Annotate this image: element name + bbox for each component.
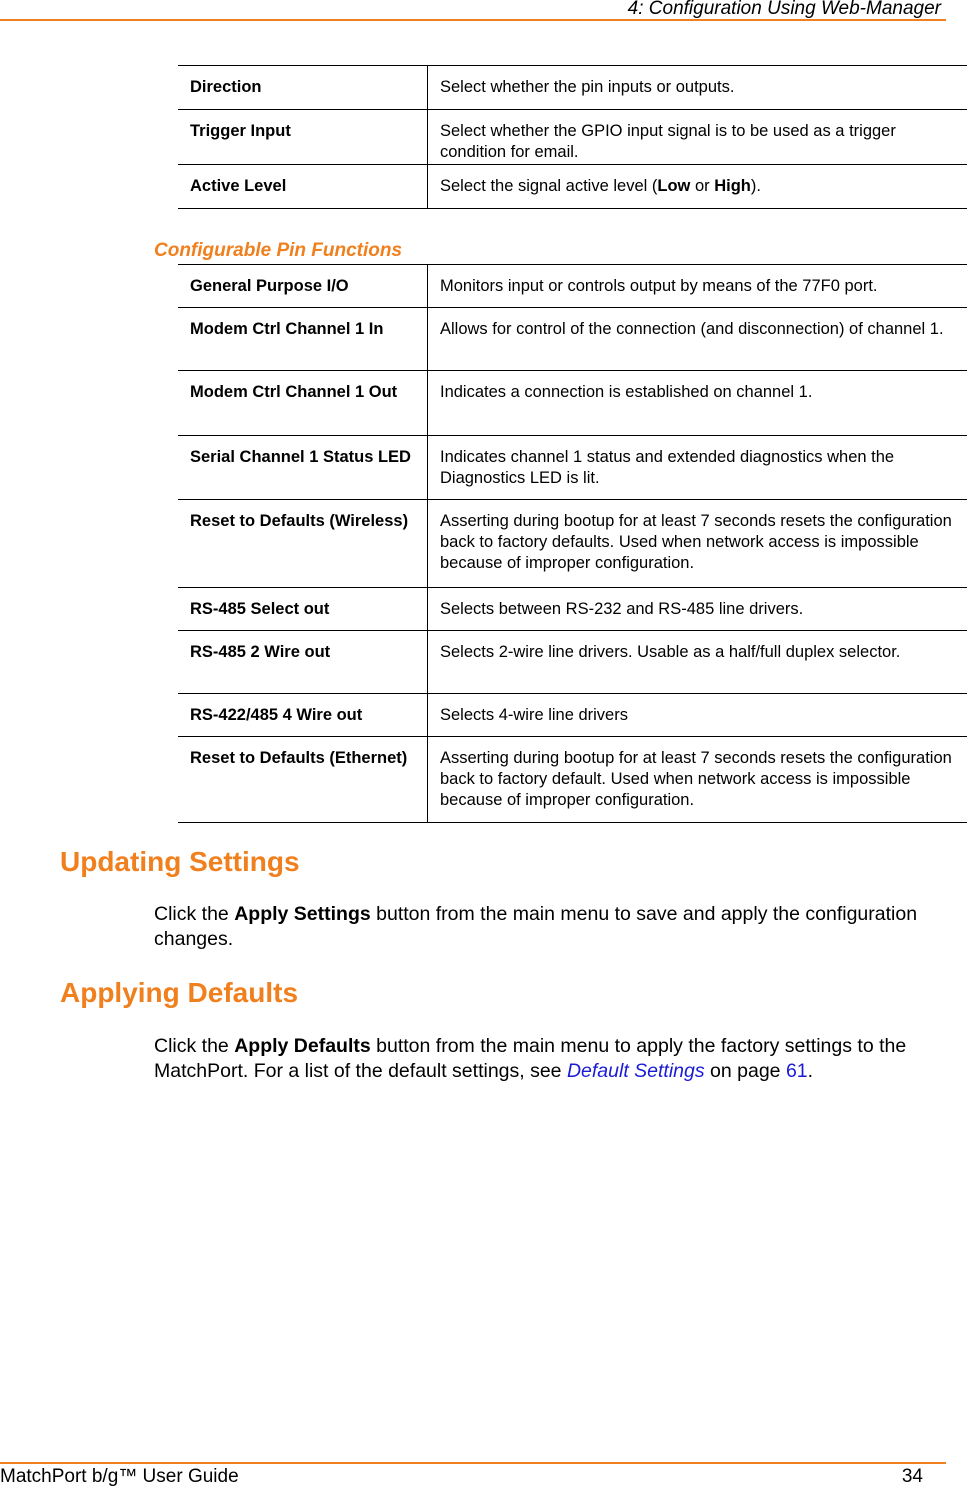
function-desc: Indicates a connection is established on channel 1. — [428, 371, 967, 436]
function-label: General Purpose I/O — [178, 265, 428, 308]
function-desc: Selects 2-wire line drivers. Usable as a half/full duplex selector. — [428, 631, 967, 694]
footer-rule — [0, 1462, 946, 1464]
function-label: Modem Ctrl Channel 1 Out — [178, 371, 428, 436]
table-row — [178, 588, 967, 631]
table-row — [178, 500, 967, 588]
param-desc: Select whether the GPIO input signal is to be used as a trigger condition for email. — [428, 110, 967, 165]
table-row — [178, 631, 967, 694]
function-desc: Asserting during bootup for at least 7 seconds resets the configuration back to factory default. Used when network access is impossible because of improper configuration. — [428, 737, 967, 823]
param-label: Trigger Input — [178, 110, 428, 165]
function-label: Reset to Defaults (Wireless) — [178, 500, 428, 588]
updating-settings-heading: Updating Settings — [60, 846, 300, 877]
pin-functions-table — [178, 264, 967, 823]
footer-guide-title: MatchPort b/g™ User Guide — [0, 1466, 239, 1487]
pin-functions-heading: Configurable Pin Functions — [154, 240, 403, 261]
function-label: RS-485 Select out — [178, 588, 428, 631]
applying-defaults-heading: Applying Defaults — [60, 977, 299, 1008]
page-number: 34 — [901, 1466, 923, 1487]
table-row — [178, 436, 967, 500]
function-label: RS-422/485 4 Wire out — [178, 694, 428, 737]
function-desc: Selects between RS-232 and RS-485 line drivers. — [428, 588, 967, 631]
running-header: 4: Configuration Using Web-Manager — [627, 0, 941, 19]
default-settings-link[interactable]: Default Settings — [566, 1060, 705, 1082]
param-label: Active Level — [178, 165, 428, 209]
table-row — [178, 308, 967, 371]
gpio-settings-table — [178, 65, 967, 209]
param-desc: Select whether the pin inputs or outputs. — [428, 66, 967, 110]
param-desc: Select the signal active level (Low or High). — [428, 165, 967, 209]
function-desc: Selects 4-wire line drivers — [428, 694, 967, 737]
function-desc: Allows for control of the connection (and disconnection) of channel 1. — [428, 308, 967, 371]
function-label: RS-485 2 Wire out — [178, 631, 428, 694]
function-label: Modem Ctrl Channel 1 In — [178, 308, 428, 371]
header-rule — [0, 19, 946, 21]
function-label: Serial Channel 1 Status LED — [178, 436, 428, 500]
table-row — [178, 66, 967, 110]
updating-settings-paragraph: Click the Apply Settings button from the main menu to save and apply the configuration changes. — [154, 903, 918, 950]
table-row — [178, 265, 967, 308]
table-row — [178, 165, 967, 209]
function-desc: Monitors input or controls output by means of the 77F0 port. — [428, 265, 967, 308]
function-label: Reset to Defaults (Ethernet) — [178, 737, 428, 823]
table-row — [178, 371, 967, 436]
table-row — [178, 694, 967, 737]
function-desc: Asserting during bootup for at least 7 seconds resets the configuration back to factory defaults. Used when network access is impossible because of improper configuration. — [428, 500, 967, 588]
function-desc: Indicates channel 1 status and extended diagnostics when the Diagnostics LED is lit. — [428, 436, 967, 500]
applying-defaults-paragraph: Click the Apply Defaults button from the main menu to apply the factory settings to the MatchPort. For a list of the default settings, see Default Settings on page 61. — [154, 1035, 907, 1082]
param-label: Direction — [178, 66, 428, 110]
table-row — [178, 737, 967, 823]
table-row — [178, 110, 967, 165]
page-61-link[interactable]: 61 — [785, 1060, 808, 1082]
